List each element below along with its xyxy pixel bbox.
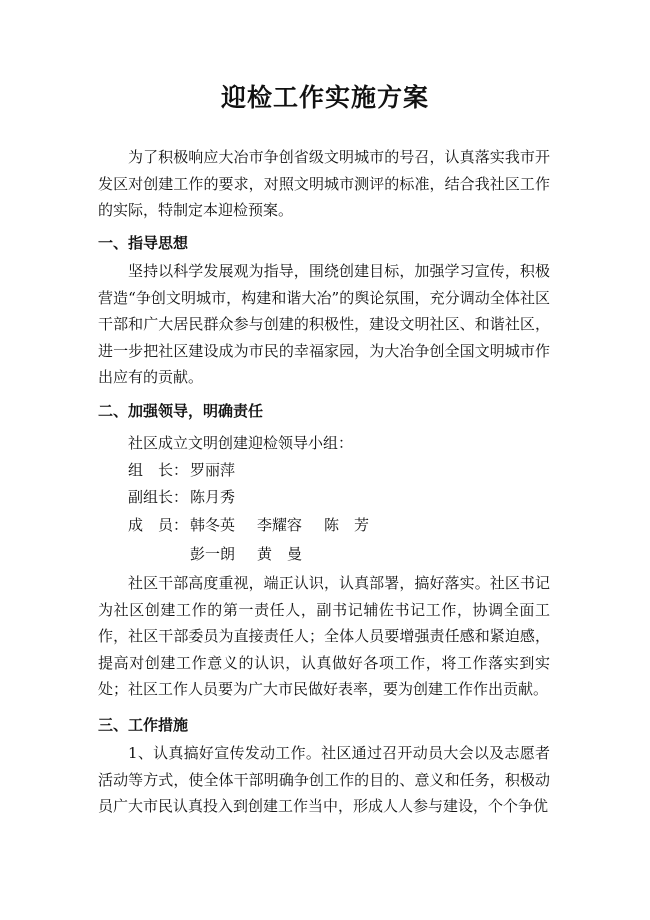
section-heading-leadership: 二、加强领导，明确责任: [98, 402, 264, 420]
deputy-label: 副组长：: [128, 488, 189, 506]
guiding-ideology-paragraph: 坚持以科学发展观为指导，围绕创建目标，加强学习宣传，积极营造“争创文明城市，构建和谐大冶”的舆论氛围，充分调动全体社区干部和广大居民群众参与创建的积极性，建设文明社区、和谐社区，进一步把社区建设成为市民的幸福家园，为大冶争创全国文明城市作出应有的贡献。: [98, 262, 550, 387]
members-line: [128, 514, 391, 535]
section-heading-measures: 三、工作措施: [98, 716, 189, 734]
leader-line: [128, 459, 235, 480]
deputy-line: [128, 486, 235, 507]
leader-label: 组 长：: [128, 461, 189, 479]
section-heading-guiding-ideology: 一、指导思想: [98, 234, 189, 252]
member-name: 韩冬英: [190, 516, 236, 534]
members-label: 成 员：: [128, 516, 189, 534]
measures-paragraph: 1、认真搞好宣传发动工作。社区通过召开动员大会以及志愿者活动等方式，使全体干部明确争创工作的目的、意义和任务，积极动员广大市民认真投入到创建工作当中，形成人人参与建设，个个争优: [98, 744, 550, 816]
leadership-paragraph: 社区干部高度重视，端正认识，认真部署，搞好落实。社区书记为社区创建工作的第一责任人，副书记辅佐书记工作，协调全面工作，社区干部委员为直接责任人；全体人员要增强责任感和紧迫感，提高对创建工作意义的认识，认真做好各项工作，将工作落实到实处；社区工作人员要为广大市民做好表率，要为创建工作作出贡献。: [98, 574, 550, 699]
members-line-continued: [128, 543, 324, 564]
intro-paragraph: 为了积极响应大冶市争创省级文明城市的号召，认真落实我市开发区对创建工作的要求，对照文明城市测评的标准，结合我社区工作的实际，特制定本迎检预案。: [98, 148, 550, 220]
deputy-name: 陈月秀: [190, 488, 236, 506]
group-intro: 社区成立文明创建迎检领导小组：: [128, 434, 354, 452]
document-title: 迎检工作实施方案: [220, 83, 429, 112]
member-name: 陈 芳: [324, 516, 370, 534]
leader-name: 罗丽萍: [190, 461, 236, 479]
member-name: 李耀容: [257, 516, 303, 534]
member-name: 彭一朗: [190, 545, 236, 563]
member-name: 黄 曼: [257, 545, 303, 563]
